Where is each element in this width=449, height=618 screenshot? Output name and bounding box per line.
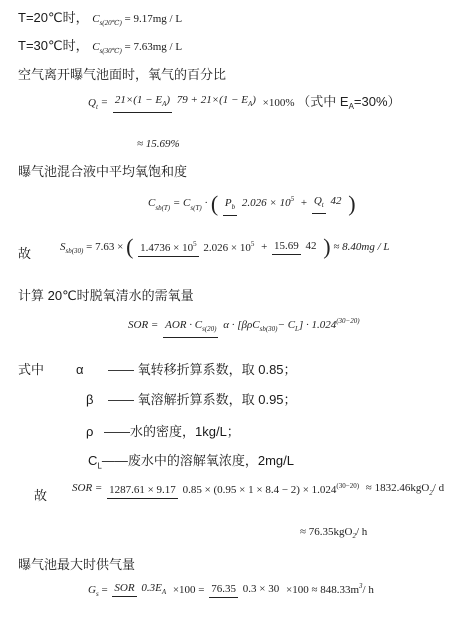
sor-formula: SOR = AOR · Cs(20) α · [βρCsb(30)− CL] · 1.024(30−20) xyxy=(128,314,364,338)
sor-fraction: AOR · Cs(20) α · [βρCsb(30)− CL] · 1.024(30−20) xyxy=(163,314,362,338)
gs-fraction-1: SOR 0.3EA xyxy=(114,582,167,597)
alpha-description: —— 氧转移折算系数，取 0.85； xyxy=(108,362,297,377)
csb-fraction-ot: Qt 42 xyxy=(312,194,344,214)
shizhong-label: 式中 xyxy=(18,362,45,377)
beta-description: —— 氧溶解折算系数，取 0.95； xyxy=(108,392,297,407)
ssb-fraction-2: 15.69 42 xyxy=(272,239,319,255)
rho-symbol: ρ xyxy=(86,424,94,439)
t30-expr: $C_{s(30℃)} = 7.63mg / L$ xyxy=(92,41,183,56)
gs-formula: Gs = SOR 0.3EA ×100 = 76.35 0.3 × 30 ×100 ≈ 848.33m3/ h xyxy=(88,582,374,598)
sor-numeric-formula: SOR = 1287.61 × 9.17 0.85 × (0.95 × 1 × 8.4 − 2) × 1.024(30−20) ≈ 1832.46kgO2/ d xyxy=(72,479,444,500)
ssb-fraction-1: 1.4736 × 105 2.026 × 105 xyxy=(138,237,256,257)
csb-fraction-pb: Pb 2.026 × 105 xyxy=(223,192,296,216)
ot-note: （式中 EA=30%） xyxy=(297,93,401,112)
cl-definition: $C_L——$废水中的溶解氧浓度，2mg/L xyxy=(88,453,294,471)
alpha-symbol: α xyxy=(76,362,84,377)
ot-fraction: 21×(1 − EA) 79 + 21×(1 − EA) xyxy=(113,93,258,113)
heading-max-air-supply: 曝气池最大时供气量 xyxy=(18,557,136,572)
gu-label-2: 故 xyxy=(34,488,48,503)
heading-sor: 计算 20℃时脱氧清水的需氧量 xyxy=(18,288,194,303)
ot-formula: Qt = 21×(1 − EA) 79 + 21×(1 − EA) ×100% （式中 EA=30%） xyxy=(88,93,401,112)
t20-line xyxy=(18,10,182,31)
gu-label-1: 故 xyxy=(18,246,32,261)
t30-label: T=30℃时， xyxy=(18,38,89,53)
gs-fraction-2: 76.35 0.3 × 30 xyxy=(209,582,281,598)
rho-description: ——水的密度，1kg/L； xyxy=(104,424,240,439)
ot-result: ≈ 15.69% xyxy=(137,138,180,150)
sor-hourly-result: ≈ 76.35kgO2/ h xyxy=(300,526,368,541)
ssb-formula: Ssb(30) = 7.63 × ( 1.4736 × 105 2.026 × 105 + 15.69 42 ) ≈ 8.40mg / L xyxy=(60,234,390,259)
t20-expr: $C_{s(20℃)} = 9.17mg / L$ xyxy=(92,13,183,28)
csb-formula: Csb(T) = Cs(T) · ( Pb 2.026 × 105 + Qt 42 ) xyxy=(148,190,356,216)
t20-label: T=20℃时， xyxy=(18,10,89,25)
beta-symbol: β xyxy=(86,392,94,407)
t30-line xyxy=(18,38,182,59)
heading-saturation: 曝气池混合液中平均氧饱和度 xyxy=(18,164,188,179)
heading-air-oxygen: 空气离开曝气池面时，氧气的百分比 xyxy=(18,67,227,82)
sor-numeric-fraction: 1287.61 × 9.17 0.85 × (0.95 × 1 × 8.4 − 2) × 1.024(30−20) xyxy=(107,479,361,499)
